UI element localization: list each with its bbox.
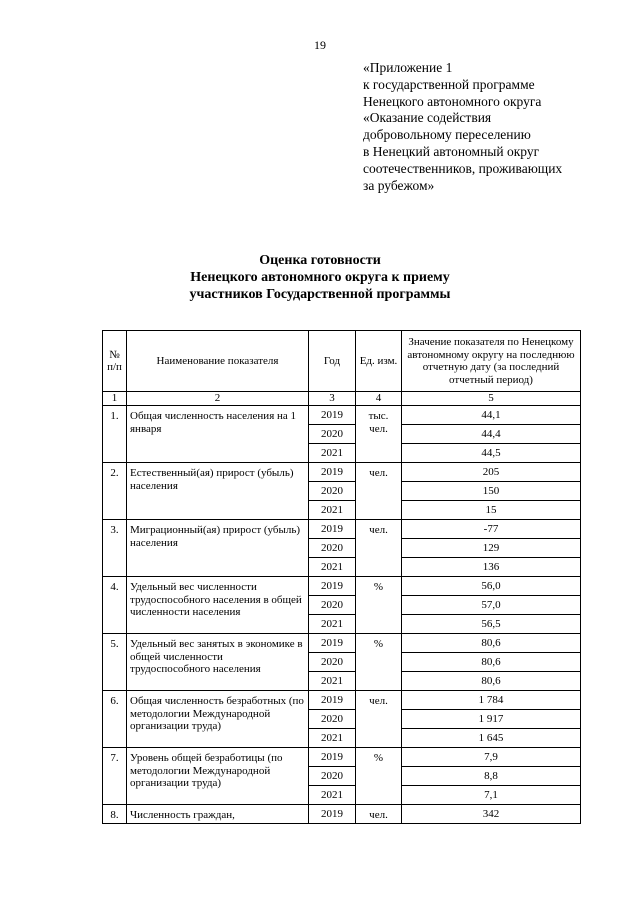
value-cell: 8,8 bbox=[402, 767, 581, 786]
appendix-line: в Ненецкий автономный округ bbox=[363, 143, 540, 159]
row-number: 8. bbox=[103, 805, 127, 824]
year-cell: 2020 bbox=[309, 425, 356, 444]
indicator-name: Удельный вес численности трудоспособного населения в общей численности населения bbox=[127, 577, 309, 634]
indicator-name: Миграционный(ая) прирост (убыль) населения bbox=[127, 520, 309, 577]
year-cell: 2021 bbox=[309, 615, 356, 634]
value-cell: 7,1 bbox=[402, 786, 581, 805]
appendix-line: «Оказание содействия bbox=[363, 110, 492, 126]
year-cell: 2021 bbox=[309, 501, 356, 520]
row-number: 4. bbox=[103, 577, 127, 634]
value-cell: 15 bbox=[402, 501, 581, 520]
year-cell: 2019 bbox=[309, 691, 356, 710]
value-cell: 56,0 bbox=[402, 577, 581, 596]
year-cell: 2020 bbox=[309, 539, 356, 558]
title-line: участников Государственной программы bbox=[189, 287, 451, 302]
column-number: 2 bbox=[127, 392, 309, 406]
column-number: 4 bbox=[356, 392, 402, 406]
value-cell: 1 917 bbox=[402, 710, 581, 729]
header-value: Значение показателя по Ненецкому автономному округу на последнюю отчетную дату (за последний отчетный период) bbox=[402, 331, 581, 392]
table-row bbox=[103, 520, 581, 539]
unit-cell: чел. bbox=[356, 463, 402, 520]
indicator-name: Удельный вес занятых в экономике в общей численности трудоспособного населения bbox=[127, 634, 309, 691]
indicator-name: Естественный(ая) прирост (убыль) населения bbox=[127, 463, 309, 520]
unit-cell: чел. bbox=[356, 520, 402, 577]
column-number: 5 bbox=[402, 392, 581, 406]
year-cell: 2019 bbox=[309, 520, 356, 539]
year-cell: 2019 bbox=[309, 577, 356, 596]
table-row bbox=[103, 406, 581, 425]
value-cell: 57,0 bbox=[402, 596, 581, 615]
unit-cell: % bbox=[356, 634, 402, 691]
title-line: Оценка готовности bbox=[259, 253, 381, 268]
indicator-name: Численность граждан, bbox=[127, 805, 309, 824]
value-cell: 7,9 bbox=[402, 748, 581, 767]
value-cell: 80,6 bbox=[402, 653, 581, 672]
header-name: Наименование показателя bbox=[127, 331, 309, 392]
readiness-table bbox=[102, 330, 581, 824]
unit-cell: % bbox=[356, 577, 402, 634]
table-row bbox=[103, 691, 581, 710]
appendix-line: соотечественников, проживающих bbox=[363, 160, 563, 176]
column-number: 3 bbox=[309, 392, 356, 406]
header-unit: Ед. изм. bbox=[356, 331, 402, 392]
appendix-line: «Приложение 1 bbox=[363, 60, 453, 75]
title-line: Ненецкого автономного округа к приему bbox=[190, 270, 450, 285]
appendix-line: за рубежом» bbox=[363, 177, 435, 193]
value-cell: 80,6 bbox=[402, 672, 581, 691]
row-number: 5. bbox=[103, 634, 127, 691]
year-cell: 2020 bbox=[309, 767, 356, 786]
year-cell: 2019 bbox=[309, 463, 356, 482]
year-cell: 2020 bbox=[309, 653, 356, 672]
year-cell: 2021 bbox=[309, 558, 356, 577]
value-cell: 44,5 bbox=[402, 444, 581, 463]
value-cell: 342 bbox=[402, 805, 581, 824]
indicator-name: Общая численность населения на 1 января bbox=[127, 406, 309, 463]
table-row bbox=[103, 805, 581, 824]
unit-cell: чел. bbox=[356, 805, 402, 824]
year-cell: 2020 bbox=[309, 482, 356, 501]
indicator-name: Уровень общей безработицы (по методологии Международной организации труда) bbox=[127, 748, 309, 805]
table-row bbox=[103, 634, 581, 653]
value-cell: 1 645 bbox=[402, 729, 581, 748]
appendix-heading bbox=[363, 60, 633, 194]
row-number: 1. bbox=[103, 406, 127, 463]
value-cell: 1 784 bbox=[402, 691, 581, 710]
year-cell: 2019 bbox=[309, 634, 356, 653]
table-row bbox=[103, 577, 581, 596]
unit-cell: чел. bbox=[356, 691, 402, 748]
page-number: 19 bbox=[314, 38, 326, 52]
year-cell: 2021 bbox=[309, 444, 356, 463]
appendix-line: к государственной программе bbox=[363, 76, 535, 92]
document-title bbox=[0, 252, 640, 303]
value-cell: 129 bbox=[402, 539, 581, 558]
year-cell: 2019 bbox=[309, 748, 356, 767]
unit-cell: % bbox=[356, 748, 402, 805]
year-cell: 2020 bbox=[309, 710, 356, 729]
value-cell: 44,4 bbox=[402, 425, 581, 444]
value-cell: 44,1 bbox=[402, 406, 581, 425]
header-num: № п/п bbox=[103, 331, 127, 392]
year-cell: 2019 bbox=[309, 805, 356, 824]
indicator-name: Общая численность безработных (по методологии Международной организации труда) bbox=[127, 691, 309, 748]
year-cell: 2020 bbox=[309, 596, 356, 615]
table-row bbox=[103, 748, 581, 767]
row-number: 2. bbox=[103, 463, 127, 520]
value-cell: 56,5 bbox=[402, 615, 581, 634]
appendix-line: добровольному переселению bbox=[363, 127, 531, 143]
year-cell: 2019 bbox=[309, 406, 356, 425]
value-cell: 80,6 bbox=[402, 634, 581, 653]
year-cell: 2021 bbox=[309, 786, 356, 805]
row-number: 3. bbox=[103, 520, 127, 577]
value-cell: -77 bbox=[402, 520, 581, 539]
year-cell: 2021 bbox=[309, 672, 356, 691]
unit-cell: тыс. чел. bbox=[356, 406, 402, 463]
table-row bbox=[103, 463, 581, 482]
appendix-line: Ненецкого автономного округа bbox=[363, 93, 542, 109]
row-number: 7. bbox=[103, 748, 127, 805]
value-cell: 150 bbox=[402, 482, 581, 501]
column-number: 1 bbox=[103, 392, 127, 406]
value-cell: 136 bbox=[402, 558, 581, 577]
year-cell: 2021 bbox=[309, 729, 356, 748]
value-cell: 205 bbox=[402, 463, 581, 482]
header-year: Год bbox=[309, 331, 356, 392]
table-body bbox=[103, 406, 581, 824]
row-number: 6. bbox=[103, 691, 127, 748]
